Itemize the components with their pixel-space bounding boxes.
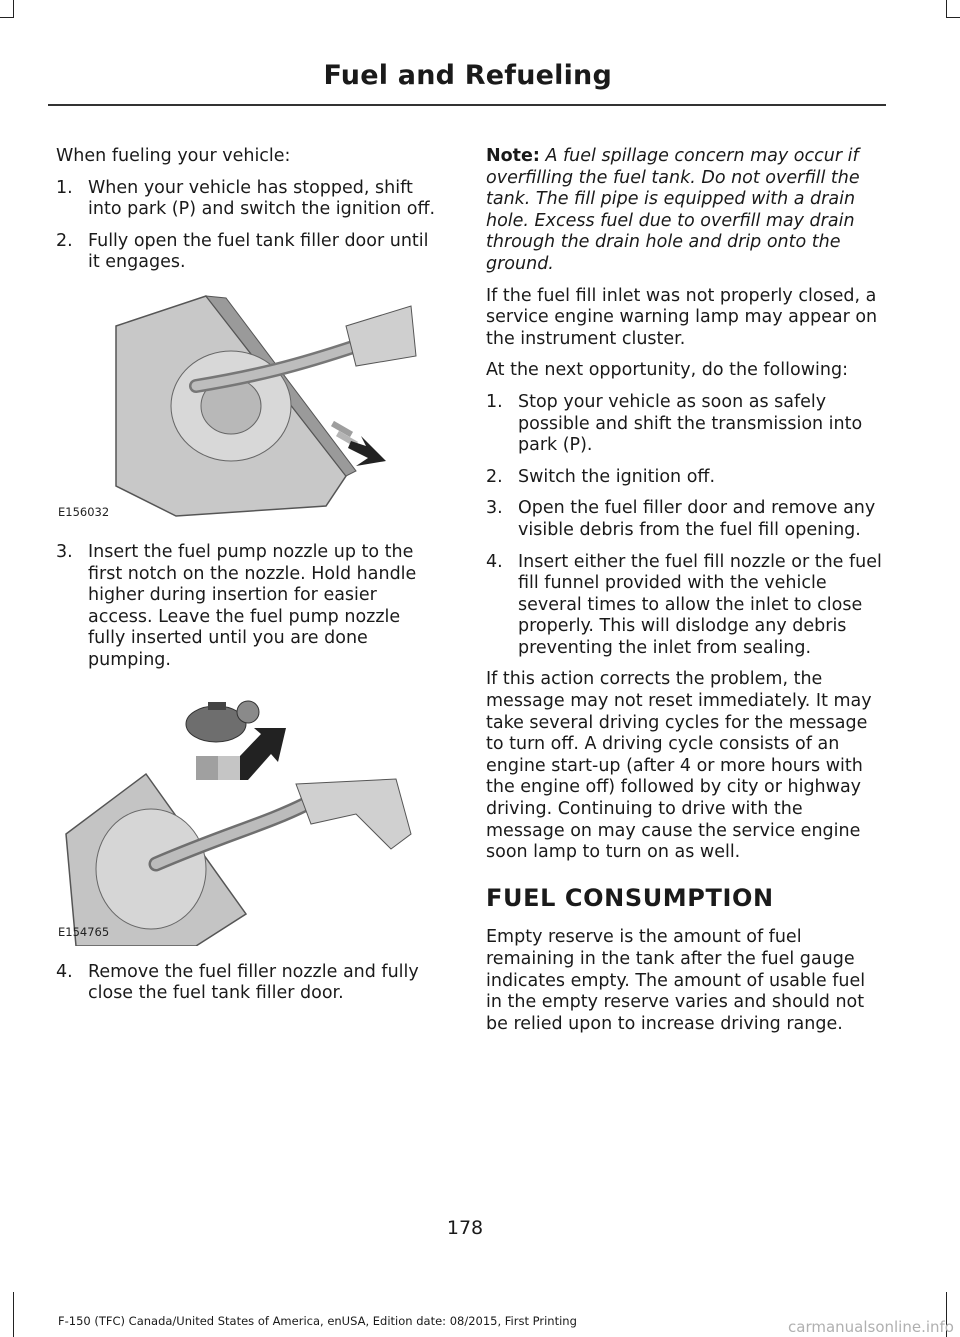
right-column — [486, 146, 882, 1045]
crop-mark — [946, 0, 947, 18]
intro-text: When fueling your vehicle: — [56, 146, 291, 166]
list-text: Insert the fuel pump nozzle up to the first notch on the nozzle. Hold handle higher during insertion for easier access. Leave the fuel pump nozzle fully inserted until you are done pumping. — [88, 541, 417, 670]
list-text: Switch the ignition off. — [518, 466, 716, 487]
list-item — [486, 467, 882, 489]
fuel-nozzle-drawing — [56, 684, 442, 946]
crop-mark — [13, 1292, 14, 1337]
crop-mark — [0, 17, 14, 18]
fuel-door-drawing — [56, 286, 442, 526]
page-number: 178 — [446, 1217, 484, 1239]
crop-mark — [13, 0, 14, 18]
fuel-door-illustration — [56, 286, 442, 526]
list-item — [486, 552, 882, 660]
list-text: Open the fuel filler door and remove any visible debris from the fuel fill opening. — [518, 498, 876, 540]
list-number: 2. — [56, 230, 73, 251]
list-number: 1. — [56, 177, 73, 198]
paragraph: If the fuel fill inlet was not properly closed, a service engine warning lamp may appear on the instrument cluster. — [486, 285, 878, 349]
list-item — [56, 231, 442, 274]
list-text: Remove the fuel filler nozzle and fully close the fuel tank filler door. — [88, 961, 419, 1004]
page-title: Fuel and Refueling — [323, 60, 612, 91]
list-text: Insert either the fuel fill nozzle or the fuel fill funnel provided with the vehicle several times to allow the inlet to close properly. This will dislodge any debris preventing the inlet from sealing. — [518, 551, 882, 658]
list-text: Fully open the fuel tank filler door until it engages. — [88, 230, 429, 273]
section-heading: FUEL CONSUMPTION — [486, 883, 774, 912]
list-number: 3. — [56, 541, 73, 562]
list-text: When your vehicle has stopped, shift into park (P) and switch the ignition off. — [88, 177, 436, 220]
list-item — [56, 962, 442, 1005]
paragraph: Empty reserve is the amount of fuel remaining in the tank after the fuel gauge indicates empty. The amount of usable fuel in the empty reserve varies and should not be relied upon to increase driving range. — [486, 927, 866, 1034]
watermark: carmanualsonline.info — [788, 1318, 954, 1336]
list-number: 4. — [486, 551, 503, 572]
fuel-nozzle-illustration — [56, 684, 442, 946]
note — [486, 146, 882, 276]
note-text: A fuel spillage concern may occur if overfilling the fuel tank. Do not overfill the tank. The fill pipe is equipped with a drain hole. Excess fuel due to overfill may drain through the drain hole and drip onto the ground. — [486, 146, 860, 274]
paragraph: At the next opportunity, do the following: — [486, 360, 849, 381]
list-number: 2. — [486, 466, 503, 487]
list-number: 3. — [486, 498, 503, 519]
note-label: Note: — [486, 146, 540, 166]
list-item — [56, 542, 442, 672]
figure-id: E154765 — [58, 924, 110, 939]
list-item — [486, 392, 882, 457]
figure-id: E156032 — [58, 505, 110, 520]
crop-mark — [946, 17, 960, 18]
header-rule — [48, 104, 886, 106]
edition-footer: F-150 (TFC) Canada/United States of America, enUSA, Edition date: 08/2015, First Printing — [58, 1314, 577, 1328]
paragraph: If this action corrects the problem, the message may not reset immediately. It may take several driving cycles for the message to turn off. A driving cycle consists of an engine start-up (after 4 or more hours with the engine off) followed by city or highway driving. Continuing to drive with the message on may cause the service engine soon lamp to turn on as well. — [486, 669, 872, 863]
left-column — [56, 146, 442, 1015]
list-number: 1. — [486, 391, 503, 412]
list-item — [486, 498, 882, 541]
list-item — [56, 178, 442, 221]
list-number: 4. — [56, 961, 73, 982]
list-text: Stop your vehicle as soon as safely possible and shift the transmission into park (P). — [518, 391, 863, 456]
